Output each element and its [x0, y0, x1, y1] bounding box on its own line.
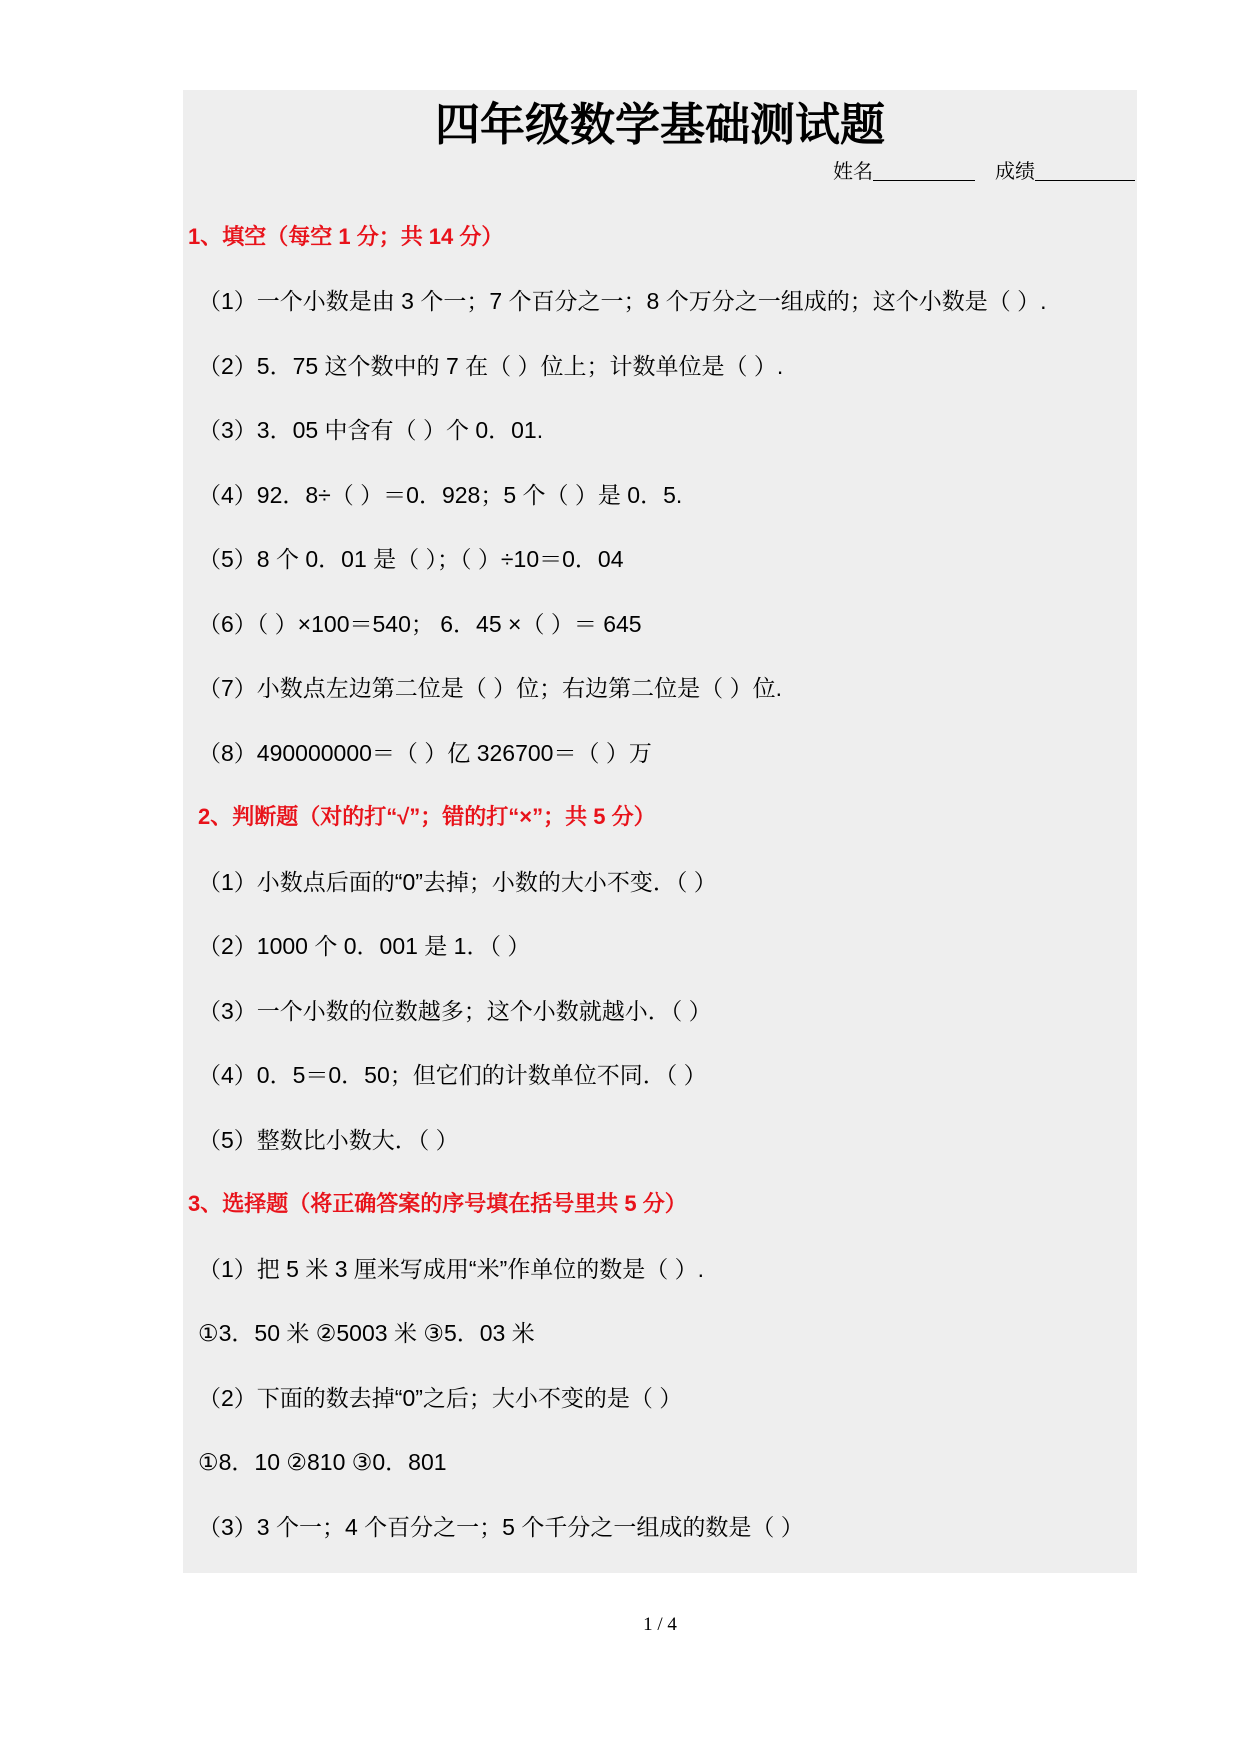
score-label: 成绩 [995, 161, 1035, 183]
choice-question-3: （3）3 个一；4 个百分之一；5 个千分之一组成的数是（ ） [198, 1513, 804, 1540]
score-blank-line [1035, 179, 1135, 181]
fill-in-question-8: （8）490000000＝（ ）亿 326700＝（ ）万 [198, 739, 652, 766]
choice-question-2: （2）下面的数去掉“0”之后；大小不变的是（ ） [198, 1384, 683, 1411]
worksheet-panel [183, 90, 1137, 1573]
section-heading-fill-in: 1、填空（每空 1 分；共 14 分） [188, 223, 504, 249]
name-label: 姓名 [833, 161, 873, 183]
choice-question-1: （1）把 5 米 3 厘米写成用“米”作单位的数是（ ）. [198, 1255, 705, 1282]
fill-in-question-6: （6）（ ）×100＝540； 6．45 ×（ ）＝ 645 [198, 610, 642, 637]
fill-in-question-1: （1）一个小数是由 3 个一；7 个百分之一；8 个万分之一组成的；这个小数是（ ）. [198, 288, 1047, 315]
choice-question-2-options: ①8．10 ②810 ③0．801 [198, 1449, 447, 1476]
fill-in-question-3: （3）3．05 中含有（ ）个 0．01. [198, 417, 544, 444]
name-blank-line [873, 179, 975, 181]
true-false-question-1: （1）小数点后面的“0”去掉；小数的大小不变．（ ） [198, 868, 717, 895]
section-heading-multiple-choice: 3、选择题（将正确答案的序号填在括号里共 5 分） [188, 1191, 687, 1217]
true-false-question-5: （5）整数比小数大．（ ） [198, 1126, 459, 1153]
student-info-line [833, 158, 1135, 184]
page-number: 1 / 4 [643, 1614, 677, 1635]
true-false-question-2: （2）1000 个 0．001 是 1．（ ） [198, 933, 531, 960]
fill-in-question-2: （2）5．75 这个数中的 7 在（ ）位上；计数单位是（ ）. [198, 352, 784, 379]
page-title: 四年级数学基础测试题 [434, 100, 885, 150]
section-heading-true-false: 2、判断题（对的打“√”；错的打“×”；共 5 分） [198, 804, 656, 830]
true-false-question-4: （4）0．5＝0．50；但它们的计数单位不同．（ ） [198, 1062, 707, 1089]
fill-in-question-5: （5）8 个 0．01 是（ ）；（ ）÷10＝0．04 [198, 546, 624, 573]
true-false-question-3: （3）一个小数的位数越多；这个小数就越小．（ ） [198, 997, 712, 1024]
fill-in-question-7: （7）小数点左边第二位是（ ）位；右边第二位是（ ）位. [198, 675, 782, 702]
fill-in-question-4: （4）92．8÷（ ）＝0．928；5 个（ ）是 0．5. [198, 481, 683, 508]
question-list [183, 205, 1137, 1560]
choice-question-1-options: ①3．50 米 ②5003 米 ③5．03 米 [198, 1320, 535, 1347]
